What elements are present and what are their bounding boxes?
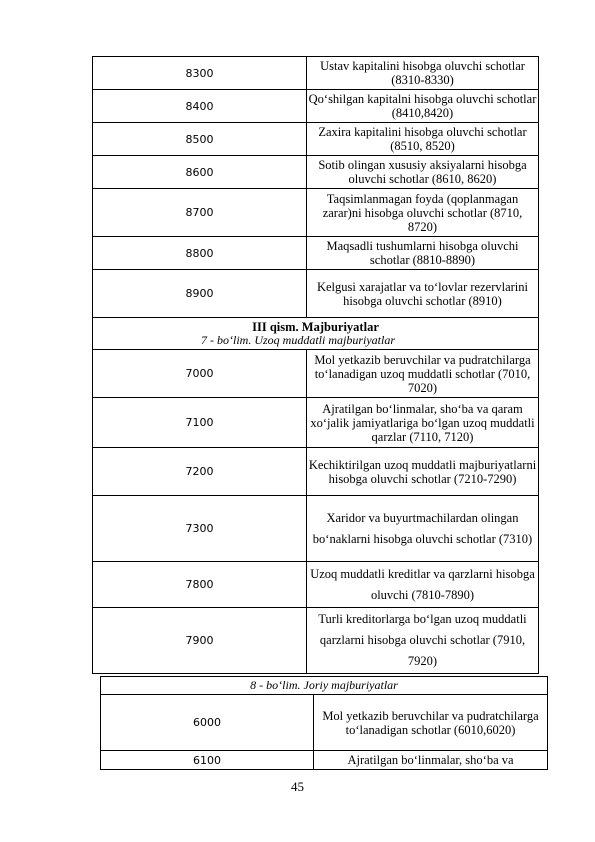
table-row [101,751,548,770]
account-code: 8500 [93,123,307,156]
account-code: 6000 [101,695,314,751]
account-description: Uzoq muddatli kreditlar va qarzlarni hisobga oluvchi (7810-7890) [307,562,539,608]
account-code: 8600 [93,156,307,189]
accounts-table-upper [92,56,539,674]
account-code: 8700 [93,189,307,237]
account-code: 7900 [93,608,307,674]
account-description: Zaxira kapitalini hisobga oluvchi schotlar (8510, 8520) [307,123,539,156]
table-row [93,496,539,562]
account-code: 8300 [93,57,307,90]
account-code: 7000 [93,350,307,398]
table-row [101,695,548,751]
account-code: 6100 [101,751,314,770]
account-code: 7800 [93,562,307,608]
table-row [93,270,539,318]
account-description: Ustav kapitalini hisobga oluvchi schotlar (8310-8330) [307,57,539,90]
table-row [93,57,539,90]
account-description: Ajratilgan bo‘linmalar, sho‘ba va qaram xo‘jalik jamiyatlariga bo‘lgan uzoq muddatli qarzlar (7110, 7120) [307,398,539,448]
section-header [93,318,539,350]
account-description: Mol yetkazib beruvchilar va pudratchilarga to‘lanadigan uzoq muddatli schotlar (7010, 7020) [307,350,539,398]
table-row [93,448,539,496]
section-header-row [93,318,539,350]
table-row [93,189,539,237]
page-number: 45 [291,779,304,794]
account-description: Maqsadli tushumlarni hisobga oluvchi schotlar (8810-8890) [307,237,539,270]
account-description: Taqsimlanmagan foyda (qoplanmagan zarar)ni hisobga oluvchi schotlar (8710, 8720) [307,189,539,237]
account-code: 8900 [93,270,307,318]
table-row [93,123,539,156]
account-description: Kelgusi xarajatlar va to‘lovlar rezervlarini hisobga oluvchi schotlar (8910) [307,270,539,318]
account-code: 7300 [93,496,307,562]
section-subtitle: 7 - bo‘lim. Uzoq muddatli majburiyatlar [201,333,395,347]
account-description: Ajratilgan bo‘linmalar, sho‘ba va [314,751,548,770]
account-description: Qo‘shilgan kapitalni hisobga oluvchi schotlar (8410,8420) [307,90,539,123]
table-row [93,90,539,123]
account-description: Sotib olingan xususiy aksiyalarni hisobga oluvchi schotlar (8610, 8620) [307,156,539,189]
section-header [101,677,548,695]
table-row [93,156,539,189]
accounts-table-lower [100,676,548,770]
account-code: 8400 [93,90,307,123]
table-row [93,350,539,398]
account-description: Kechiktirilgan uzoq muddatli majburiyatlarni hisobga oluvchi schotlar (7210-7290) [307,448,539,496]
account-code: 7200 [93,448,307,496]
account-description: Xaridor va buyurtmachilardan olingan bo‘naklarni hisobga oluvchi schotlar (7310) [307,496,539,562]
section-header-row [101,677,548,695]
table-row [93,562,539,608]
account-code: 8800 [93,237,307,270]
table-row [93,398,539,448]
section-subtitle: 8 - bo‘lim. Joriy majburiyatlar [250,678,398,692]
account-description: Mol yetkazib beruvchilar va pudratchilarga to‘lanadigan schotlar (6010,6020) [314,695,548,751]
account-description: Turli kreditorlarga bo‘lgan uzoq muddatli qarzlarni hisobga oluvchi schotlar (7910, 7920) [307,608,539,674]
table-row [93,237,539,270]
account-code: 7100 [93,398,307,448]
section-title: III qism. Majburiyatlar [252,320,379,334]
table-row [93,608,539,674]
